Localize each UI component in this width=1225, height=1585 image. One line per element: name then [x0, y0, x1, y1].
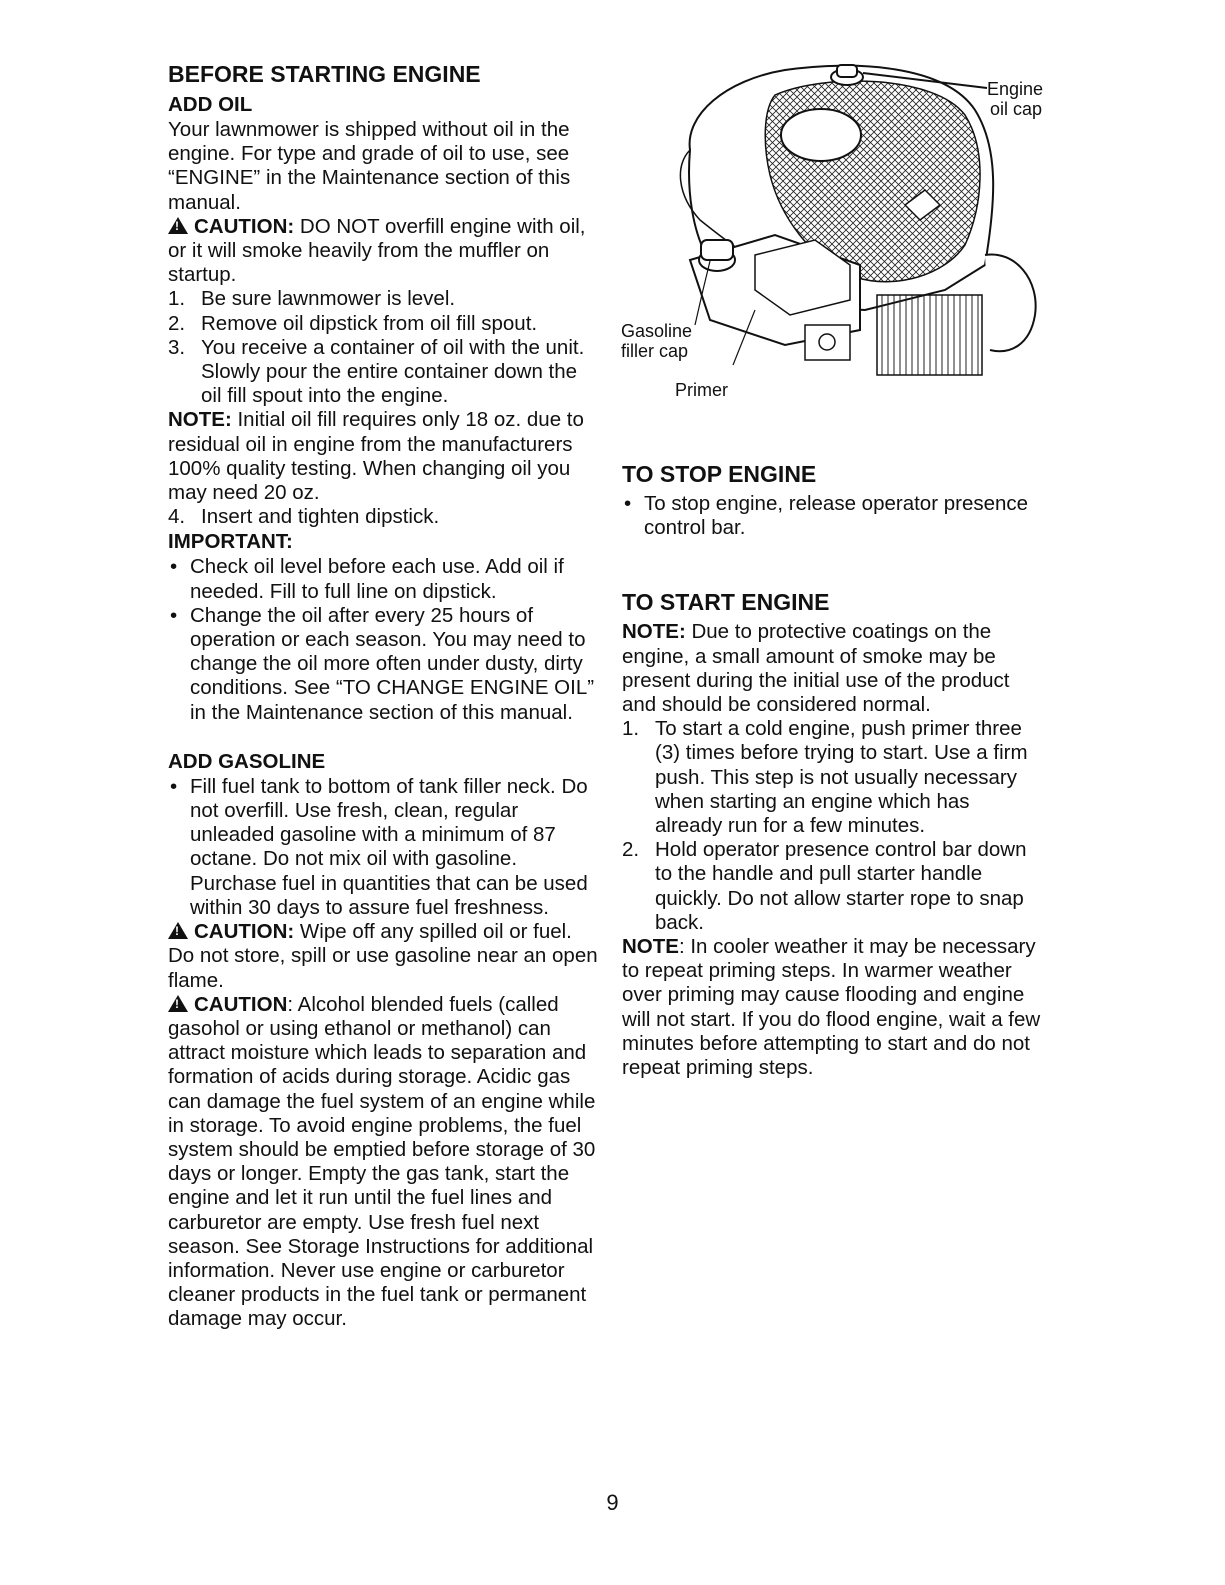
page-number: 9: [606, 1490, 619, 1515]
step-number: 2.: [622, 838, 640, 862]
engine-illustration: [615, 55, 1075, 415]
note-paragraph: [622, 620, 1042, 717]
list-item: [622, 838, 1042, 935]
warning-icon: [168, 995, 188, 1012]
note-text: : In cooler weather it may be necessary to repeat priming steps. In warmer weather over priming may cause flooding and engine will not start. If you do flood engine, wait a few minutes before attempting to start and do not repeat priming steps.: [622, 935, 1041, 1080]
step-number: 4.: [168, 505, 186, 529]
stop-engine-heading: TO STOP ENGINE: [622, 461, 817, 487]
note-label: NOTE:: [622, 620, 686, 644]
note-label: NOTE: [622, 935, 679, 959]
primer-label: Primer: [675, 380, 728, 400]
add-oil-intro: Your lawnmower is shipped without oil in the engine. For type and grade of oil to use, see “ENGINE” in the Maintenance section of this manual.: [168, 118, 571, 214]
bullet-text: Change the oil after every 25 hours of operation or each season. You may need to change the oil more often under dusty, dirty conditions. See “TO CHANGE ENGINE OIL” in the Maintenance section of this manual.: [190, 603, 595, 724]
gasoline-filler-cap-label: Gasoline filler cap: [621, 321, 693, 361]
engine-oil-cap-label: Engine oil cap: [987, 79, 1044, 119]
note-text: Due to protective coatings on the engine, a small amount of smoke may be present during the initial use of the product and should be considered normal.: [622, 620, 1010, 717]
list-item: [168, 312, 600, 336]
start-engine-heading: TO START ENGINE: [622, 589, 830, 616]
step-text: You receive a container of oil with the unit. Slowly pour the entire container down the oil fill spout into the engine.: [201, 335, 585, 408]
add-gasoline-heading: ADD GASOLINE: [168, 749, 326, 773]
note-paragraph: [168, 408, 600, 505]
note-paragraph: [622, 935, 1042, 1080]
warning-icon: [168, 922, 188, 939]
bullet-item: [168, 775, 600, 920]
bullet-dot: •: [624, 492, 632, 515]
bullet-item: [622, 492, 1042, 540]
bullet-dot: •: [170, 555, 178, 579]
caution-paragraph-2: [168, 920, 600, 993]
list-item: [168, 505, 600, 529]
caution-paragraph-1: [168, 215, 600, 288]
step-text: Remove oil dipstick from oil fill spout.: [201, 311, 538, 335]
bullet-item: [168, 604, 600, 725]
step-text: To start a cold engine, push primer three (3) times before trying to start. Use a firm push. This step is not usually necessary when starting an engine which has already run for a few minutes.: [655, 717, 1028, 838]
left-column: [168, 60, 600, 1332]
step-text: Insert and tighten dipstick.: [201, 505, 440, 529]
list-item: [622, 717, 1042, 838]
bullet-text: To stop engine, release operator presence control bar.: [644, 492, 1029, 540]
step-text: Be sure lawnmower is level.: [201, 287, 456, 311]
bullet-dot: •: [170, 603, 178, 627]
list-item: [168, 287, 600, 311]
bullet-item: [168, 555, 600, 603]
step-number: 1.: [168, 287, 186, 311]
bullet-text: Check oil level before each use. Add oil if needed. Fill to full line on dipstick.: [190, 555, 564, 603]
step-number: 1.: [622, 717, 640, 741]
section-title: BEFORE STARTING ENGINE: [168, 61, 481, 87]
caution-paragraph-3: [168, 993, 600, 1332]
warning-icon: [168, 217, 188, 234]
important-label: IMPORTANT:: [168, 530, 293, 554]
bullet-text: Fill fuel tank to bottom of tank filler neck. Do not overfill. Use fresh, clean, regular unleaded gasoline with a minimum of 87 octane. Do not mix oil with gasoline. Purchase fuel in quantities that can be used within 30 days to assure fuel freshness.: [190, 774, 588, 919]
caution-label: CAUTION: [194, 992, 288, 1016]
caution-label: CAUTION:: [194, 214, 295, 238]
caution-label: CAUTION:: [194, 920, 295, 944]
right-column: [622, 460, 1042, 1080]
note-label: NOTE:: [168, 408, 232, 432]
list-item: [168, 336, 600, 409]
add-oil-heading: ADD OIL: [168, 93, 253, 116]
step-text: Hold operator presence control bar down to the handle and pull starter handle quickly. Do not allow starter rope to snap back.: [655, 838, 1027, 934]
caution-text: DO NOT overfill engine with oil, or it will smoke heavily from the muffler on startup.: [168, 214, 586, 287]
caution-text: : Alcohol blended fuels (called gasohol or using ethanol or methanol) can attract moisture which leads to separation and formation of acids during storage. Acidic gas can damage the fuel system of an engine while in storage. To avoid engine problems, the fuel system should be emptied before storage of 30 days or longer. Empty the gas tank, start the engine and let it run until the fuel lines and carburetor are empty. Use fresh fuel next season. See Storage Instructions for additional information. Never use engine or carburetor cleaner products in the fuel tank or permanent damage may occur.: [168, 992, 596, 1331]
step-number: 2.: [168, 311, 186, 335]
bullet-dot: •: [170, 774, 178, 798]
note-text: Initial oil fill requires only 18 oz. due to residual oil in engine from the manufacturers 100% quality testing. When changing oil you may need 20 oz.: [168, 408, 584, 505]
step-number: 3.: [168, 335, 186, 359]
caution-text: Wipe off any spilled oil or fuel. Do not store, spill or use gasoline near an open flame.: [168, 920, 598, 992]
